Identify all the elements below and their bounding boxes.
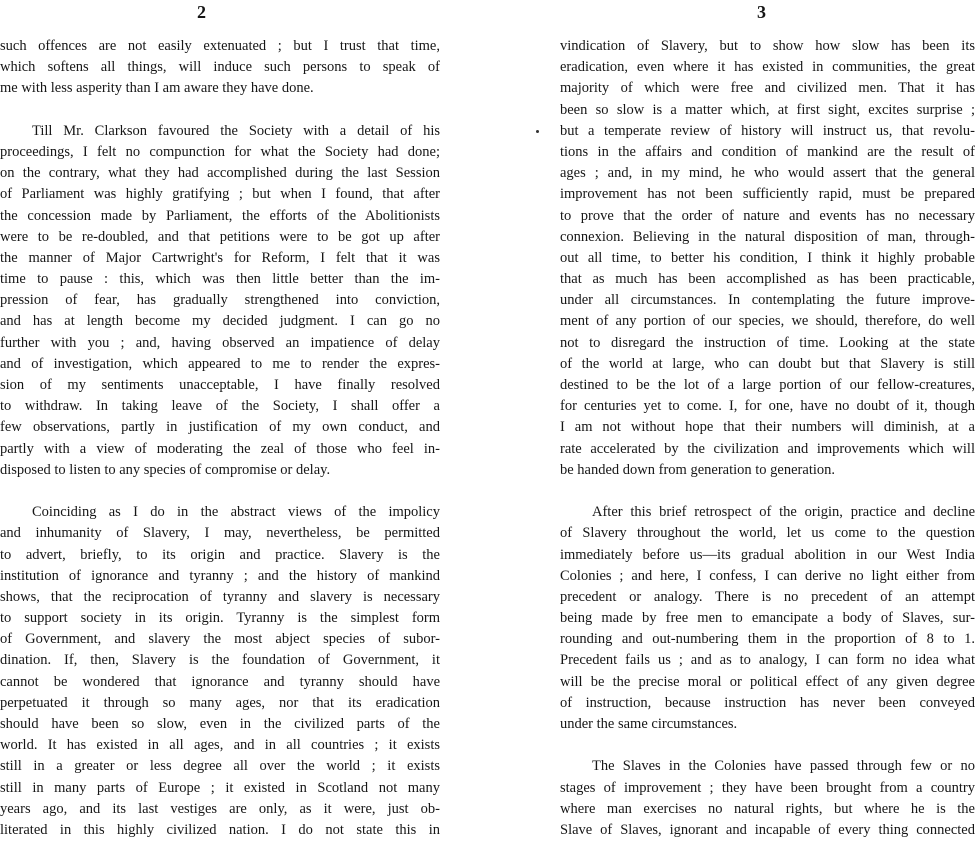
text-line: where man exercises no natural rights, but where he is the [560,800,975,817]
text-line: under the same circumstances. [560,716,738,732]
text-line: on the contrary, what they had accomplished during the last Session [0,165,440,182]
text-line: rate accelerated by the civilization and improvements which will [560,440,975,457]
text-line: disposed to listen to any species of compromise or delay. [0,461,331,478]
text-line: Coinciding as I do in the abstract views of the impolicy [32,504,440,521]
text-line: which softens all things, will induce such persons to speak of [0,59,440,76]
text-line: rounding and out-numbering them in the proportion of 8 to 1. [560,631,975,648]
text-line: literated in this highly civilized nation. I do not state this in [0,821,440,838]
text-line: majority of which were free and civilized men. That it has [560,80,975,97]
text-line: to advert, briefly, to its origin and practice. Slavery is the [0,546,440,563]
text-line: of Slavery throughout the world, let us come to the question [560,525,975,542]
right-page [560,0,975,838]
page-number: 2 [197,2,206,22]
text-line: proceedings, I felt no compunction for what the Society had done; [0,143,440,160]
text-line: of Government, and slavery the most abject species of subor- [0,631,440,648]
text-line: to prove that the order of nature and events has no necessary [560,207,975,224]
text-line: years ago, and its last vestiges are only, as it were, just ob- [0,800,440,817]
text-line: The Slaves in the Colonies have passed through few or no [592,758,975,775]
text-line: and of investigation, which appeared to me to render the expres- [0,355,440,372]
text-line: vindication of Slavery, but to show how slow has been its [560,38,975,54]
text-line: pression of fear, has gradually strengthened into conviction, [0,292,440,309]
text-line: me with less asperity than I am aware they have done. [0,80,314,97]
text-line: stages of improvement ; they have been brought from a country [560,779,975,796]
page-number: 3 [757,2,766,22]
text-line: destined to be the lot of a large portion of our fellow-creatures, [560,377,975,393]
text-line: sion of my sentiments unacceptable, I have finally resolved [0,377,440,393]
text-line: to withdraw. In taking leave of the Society, I shall offer a [0,398,440,415]
text-line: time to pause : this, which was then little better than the im- [0,271,440,288]
text-line: under all circumstances. In contemplating the future improve- [560,292,975,309]
text-line: Precedent fails us ; and as to analogy, I can form no idea what [560,652,975,669]
ink-speck [536,130,539,133]
text-line: dination. If, then, Slavery is the foundation of Government, it [0,652,440,669]
text-line: world. It has existed in all ages, and in all countries ; it exists [0,737,440,754]
text-line: improvement has not been sufficiently rapid, must be prepared [560,186,975,203]
text-line: being made by free men to emancipate a body of Slaves, sur- [560,610,975,627]
text-line: and inhumanity of Slavery, I may, nevertheless, be permitted [0,525,440,542]
text-line: still in many parts of Europe ; it existed in Scotland not many [0,779,440,796]
text-line: ages ; and, in my mind, he who would assert that the general [560,165,975,182]
text-line: will be the precise moral or political effect of any given degree [560,673,975,690]
text-line: Till Mr. Clarkson favoured the Society with a detail of his [32,122,440,139]
text-line: to support society in its origin. Tyranny is the simplest form [0,610,440,627]
text-line: After this brief retrospect of the origin, practice and decline [592,504,975,521]
text-line: of instruction, because instruction has never been conveyed [560,694,975,711]
text-line: out all time, to better his condition, I think it highly probable [560,249,975,266]
text-line: the concession made by Parliament, the efforts of the Abolitionists [0,207,440,224]
text-line: but a temperate review of history will instruct us, that revolu- [560,122,975,139]
text-line: shows, that the reciprocation of tyranny and slavery is necessary [0,588,440,605]
text-line: Colonies ; and here, I confess, I can derive no light either from [560,567,975,584]
text-line: connexion. Believing in the natural disposition of man, through- [560,228,975,245]
text-line: that as much has been accomplished as has been practicable, [560,271,975,288]
text-line: been so slow is a matter which, at first sight, excites surprise ; [560,101,975,118]
text-line: of the world at large, who can doubt but that Slavery is still [560,355,975,372]
text-line: Slave of Slaves, ignorant and incapable of every thing connected [560,821,975,838]
text-line: and has at length become my decided judgment. I can go no [0,313,440,330]
left-page [0,0,440,838]
text-line: further with you ; and, having observed an impatience of delay [0,334,440,351]
text-line: for centuries yet to come. I, for one, have no doubt of it, though [560,398,975,415]
text-line: such offences are not easily extenuated ; but I trust that time, [0,38,440,54]
text-line: institution of ignorance and tyranny ; and the history of mankind [0,567,440,584]
text-line: eradication, even where it has existed in communities, the great [560,59,975,76]
text-line: still in a greater or less degree all over the world ; it exists [0,758,440,775]
text-line: tions in the affairs and condition of mankind are the result of [560,143,975,160]
left-page-text [0,36,440,841]
text-line: be handed down from generation to generation. [560,461,836,478]
text-line: cannot be wondered that ignorance and tyranny should have [0,673,440,690]
text-line: of Parliament was highly gratifying ; but when I found, that after [0,186,440,203]
text-line: precedent or analogy. There is no precedent of an attempt [560,588,975,605]
right-page-text [560,36,975,841]
text-line: were to be re-doubled, and that petitions were to be got up after [0,228,440,245]
text-line: the manner of Major Cartwright's for Reform, I felt that it was [0,249,440,266]
text-line: immediately before us—its gradual abolition in our West India [560,546,975,563]
text-line: partly with a view of moderating the zeal of those who feel in- [0,440,440,457]
text-line: should have been so slow, even in the civilized parts of the [0,716,440,732]
text-line: perpetuated it through so many ages, nor that its eradication [0,694,440,711]
text-line: not to disregard the instruction of time. Looking at the state [560,334,975,351]
text-line: I am not without hope that their numbers will diminish, at a [560,419,975,436]
text-line: ment of any portion of our species, we should, therefore, do well [560,313,975,330]
text-line: few observations, partly in justification of my own conduct, and [0,419,440,436]
